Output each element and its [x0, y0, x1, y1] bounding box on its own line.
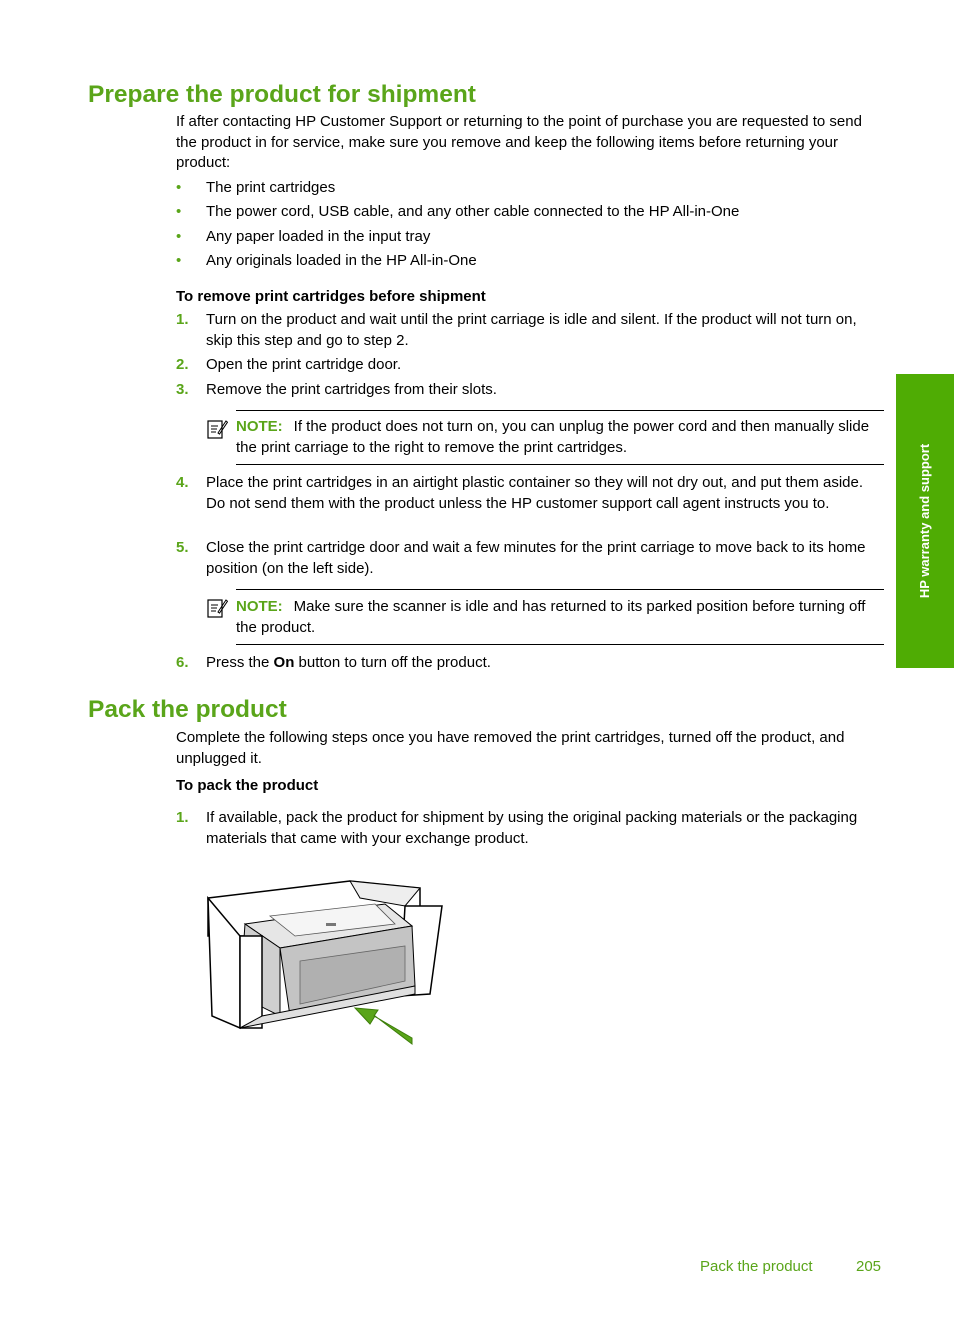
step-number: 1. [176, 311, 189, 328]
step-text: Close the print cartridge door and wait a few minutes for the print carriage to move back to its home position (on the left side). [206, 539, 866, 577]
procedure-title-remove: To remove print cartridges before shipment [176, 288, 486, 305]
bullet-mark: • [176, 252, 182, 269]
step-number: 4. [176, 474, 189, 491]
step-number: 5. [176, 539, 189, 556]
step-item [176, 808, 886, 849]
step-text: If available, pack the product for shipment by using the original packing materials or the packaging materials that came with your exchange product. [206, 809, 858, 847]
step-text-prefix: Press the [206, 654, 274, 671]
intro-paragraph: If after contacting HP Customer Support or returning to the point of purchase you are requested to send the product in for service, make sure you remove and keep the following items before returning your product: [176, 113, 862, 171]
intro-paragraph: Complete the following steps once you have removed the print cartridges, turned off the product, and unplugged it. [176, 729, 845, 767]
arrow-icon [355, 1008, 412, 1044]
footer-section-name: Pack the product [700, 1258, 813, 1275]
step-item [176, 355, 886, 376]
note-box [236, 410, 884, 465]
side-tab [896, 374, 954, 668]
step-item [176, 380, 886, 401]
step-item [176, 310, 886, 351]
note-icon [206, 418, 228, 440]
step-item [176, 653, 886, 674]
step-number: 2. [176, 356, 189, 373]
note-text: If the product does not turn on, you can unplug the power cord and then manually slide the print carriage to the right to remove the print cartridges. [236, 418, 870, 456]
bullet-mark: • [176, 179, 182, 196]
step-item [176, 538, 886, 579]
page-number: 205 [856, 1258, 882, 1275]
step-text: Place the print cartridges in an airtight plastic container so they will not dry out, and put them aside. Do not send them with the product unless the HP customer support call agent instructs you to. [206, 474, 864, 512]
procedure-title-pack: To pack the product [176, 777, 319, 794]
note-label: NOTE: [236, 418, 283, 435]
step-text: Turn on the product and wait until the print carriage is idle and silent. If the product will not turn on, skip this step and go to step 2. [206, 311, 857, 349]
note-text: Make sure the scanner is idle and has returned to its parked position before turning off the product. [236, 598, 866, 636]
note-icon [206, 597, 228, 619]
side-tab-label: HP warranty and support [916, 443, 932, 599]
step-number: 1. [176, 809, 189, 826]
list-item-text: Any paper loaded in the input tray [206, 228, 431, 245]
section-title-prepare: Prepare the product for shipment [88, 81, 476, 108]
list-item-text: Any originals loaded in the HP All-in-One [206, 252, 477, 269]
note-box [236, 589, 884, 645]
step-text: Remove the print cartridges from their slots. [206, 381, 497, 398]
step-number: 6. [176, 654, 189, 671]
step-text [206, 653, 886, 674]
step-text-suffix: button to turn off the product. [294, 654, 491, 671]
list-item-text: The print cartridges [206, 179, 336, 196]
list-item-text: The power cord, USB cable, and any other cable connected to the HP All-in-One [206, 203, 740, 220]
on-button-label: On [273, 654, 295, 671]
section-title-pack: Pack the product [88, 696, 287, 723]
step-item [176, 473, 886, 514]
bullet-mark: • [176, 203, 182, 220]
step-text: Open the print cartridge door. [206, 356, 402, 373]
printer-in-box-illustration [200, 876, 450, 1054]
list-item [176, 251, 886, 272]
step-number: 3. [176, 381, 189, 398]
note-label: NOTE: [236, 598, 283, 615]
list-item [176, 227, 886, 248]
list-item [176, 202, 886, 223]
list-item [176, 178, 886, 199]
bullet-mark: • [176, 228, 182, 245]
